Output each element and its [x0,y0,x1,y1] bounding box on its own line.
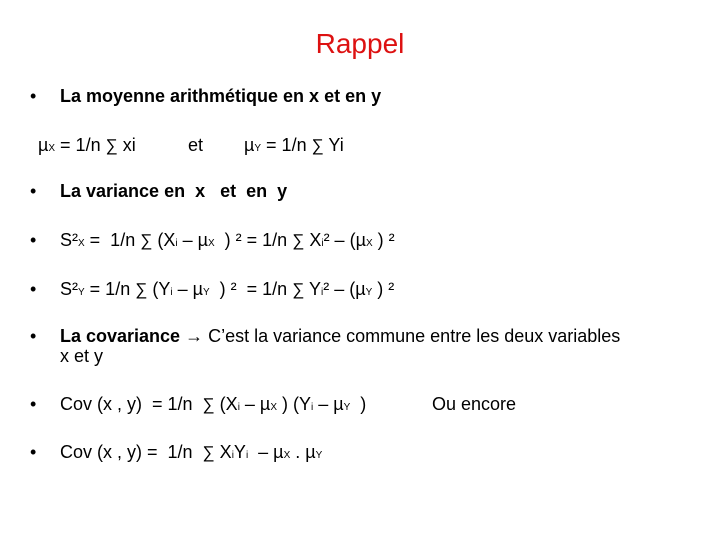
bullet: • [30,181,37,201]
covariance-formula-2: Cov (x , y) = 1/n ∑ XiYi – µX . µY [60,442,323,462]
covariance-formula-1: Cov (x , y) = 1/n ∑ (Xi – µX ) (Yi – µY ) [60,394,367,414]
slide-title: Rappel [315,28,405,59]
bullet: • [30,326,37,346]
mean-formula-x: µX = 1/n ∑ xi [38,135,136,155]
variance-x-formula: S²X = 1/n ∑ (Xi – µX ) ² = 1/n ∑ Xi² – (µX ) ² [60,230,395,250]
variance-y-formula: S²Y = 1/n ∑ (Yi – µY ) ² = 1/n ∑ Yi² – (µY ) ² [60,279,395,299]
mean-et: et [188,135,204,155]
bullet: • [30,86,37,106]
bullet: • [30,230,37,250]
covariance-definition: La covariance → C’est la variance commune entre les deux variables [60,326,621,346]
bullet: • [30,279,37,299]
or-also-label: Ou encore [432,394,517,414]
bullet: • [30,394,37,414]
bullet: • [30,442,37,462]
mean-formula-y: µY = 1/n ∑ Yi [244,135,344,155]
covariance-definition-cont: x et y [60,346,104,366]
variance-heading: La variance en x et en y [60,181,288,201]
mean-heading: La moyenne arithmétique en x et en y [60,86,382,106]
